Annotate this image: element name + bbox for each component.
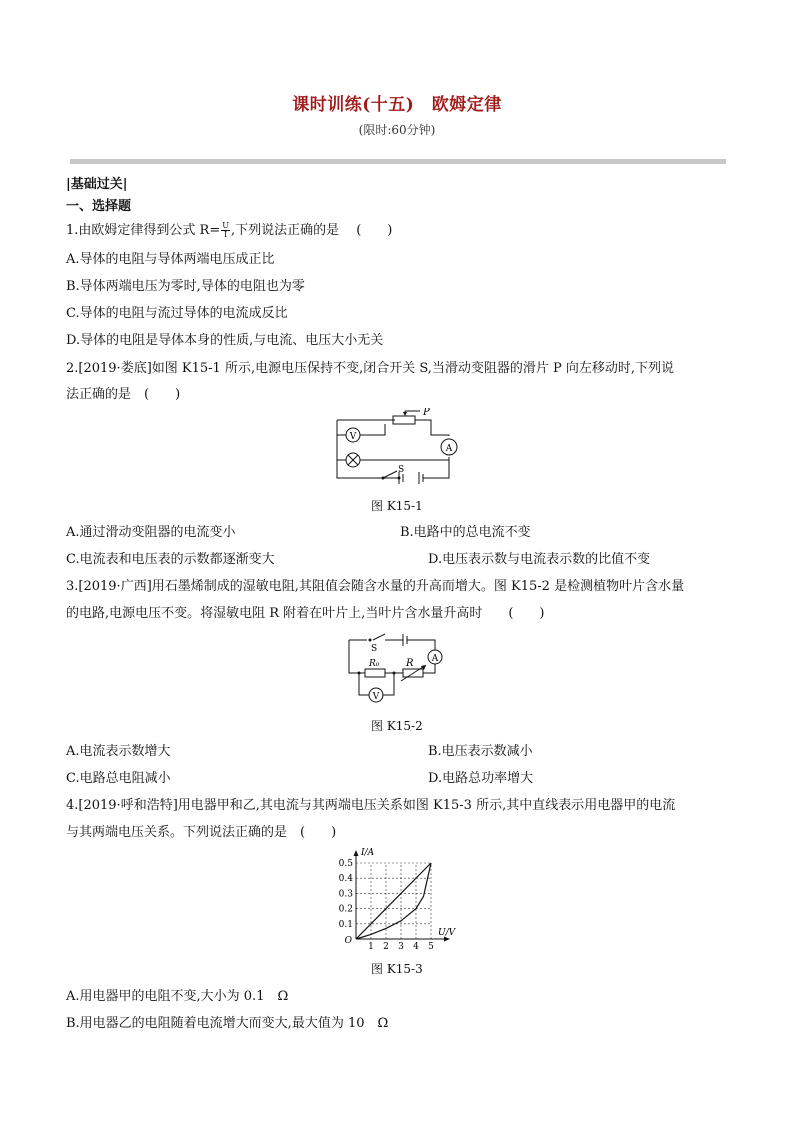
iu-chart-k15-3	[330, 846, 460, 950]
ammeter-label: A	[431, 654, 439, 664]
question-3-stem-line2: 的电路,电源电压不变。将湿敏电阻 R 附着在叶片上,当叶片含水量升高时 ( )	[66, 606, 545, 621]
question-3-option-a: A.电流表示数增大	[66, 744, 171, 759]
figure-caption-k15-2: 图 K15-2	[371, 719, 423, 733]
question-1-stem-tail: ,下列说法正确的是 ( )	[230, 223, 393, 238]
y-tick-label: 0.2	[338, 904, 353, 915]
switch-label-s: S	[398, 465, 405, 475]
circuit-diagram-k15-2	[343, 628, 448, 708]
header-divider	[70, 159, 726, 164]
voltmeter-label: V	[372, 692, 380, 702]
origin-label: O	[344, 936, 352, 946]
question-4-stem-line2: 与其两端电压关系。下列说法正确的是 ( )	[66, 825, 337, 840]
figure-caption-k15-3: 图 K15-3	[371, 962, 423, 976]
question-1-option-c: C.导体的电阻与流过导体的电流成反比	[66, 306, 288, 321]
page-title: 课时训练(十五) 欧姆定律	[292, 95, 502, 115]
x-axis-label: U/V	[438, 928, 456, 938]
question-3-option-d: D.电路总功率增大	[428, 771, 534, 786]
question-4-stem-line1: 4.[2019·呼和浩特]用电器甲和乙,其电流与其两端电压关系如图 K15-3 所示,其中直线表示用电器甲的电流	[66, 798, 676, 813]
question-1-option-b: B.导体两端电压为零时,导体的电阻也为零	[66, 279, 305, 294]
question-4-option-a: A.用电器甲的电阻不变,大小为 0.1 Ω	[66, 989, 289, 1004]
question-4-option-b: B.用电器乙的电阻随着电流增大而变大,最大值为 10 Ω	[66, 1016, 389, 1031]
question-2-option-a: A.通过滑动变阻器的电流变小	[66, 525, 236, 540]
resistor-label-r: R	[406, 658, 414, 669]
x-tick-label: 2	[383, 942, 389, 950]
resistor-label-r0: R₀	[369, 659, 380, 669]
y-tick-label: 0.5	[338, 859, 353, 869]
x-tick-label: 3	[398, 942, 404, 950]
section-heading: |基础过关|	[66, 177, 128, 192]
circuit-diagram-k15-1	[325, 408, 465, 494]
y-axis-label: I/A	[361, 848, 375, 858]
y-tick-label: 0.4	[338, 874, 353, 885]
question-2-stem-line2: 法正确的是 ( )	[66, 387, 181, 402]
question-3-option-c: C.电路总电阻减小	[66, 771, 171, 786]
time-limit: (限时:60分钟)	[358, 123, 436, 137]
switch-contact	[369, 639, 372, 642]
slider-arrowhead	[403, 412, 407, 416]
figure-caption-k15-1: 图 K15-1	[371, 499, 423, 513]
y-axis-arrow	[354, 850, 359, 856]
question-1-stem-text: 1.由欧姆定律得到公式 R=	[66, 223, 221, 238]
ammeter-label: A	[445, 444, 453, 454]
question-2-option-b: B.电路中的总电流不变	[400, 525, 531, 540]
question-1-stem	[66, 222, 392, 240]
series-line-1	[356, 863, 431, 939]
x-tick-label: 5	[428, 942, 434, 950]
question-2-option-d: D.电压表示数与电流表示数的比值不变	[428, 552, 651, 567]
formula-fraction	[221, 222, 230, 239]
x-tick-label: 4	[413, 942, 419, 950]
chart-series	[356, 863, 431, 939]
question-1-option-a: A.导体的电阻与导体两端电压成正比	[66, 252, 275, 267]
section-subheading: 一、选择题	[66, 199, 132, 214]
y-tick-label: 0.1	[338, 919, 353, 930]
chart-axes	[354, 850, 451, 942]
slider-label-p: P	[423, 408, 430, 418]
x-tick-label: 1	[368, 942, 374, 950]
y-tick-label: 0.3	[338, 889, 353, 900]
switch-label-s: S	[371, 644, 378, 654]
question-2-option-c: C.电流表和电压表的示数都逐渐变大	[66, 552, 275, 567]
formula-denominator: I	[224, 230, 228, 239]
question-1-option-d: D.导体的电阻是导体本身的性质,与电流、电压大小无关	[66, 333, 384, 348]
voltmeter-label: V	[349, 432, 357, 442]
formula-numerator: U	[222, 221, 229, 230]
question-3-stem-line1: 3.[2019·广西]用石墨烯制成的湿敏电阻,其阻值会随含水量的升高而增大。图 K15-2 是检测植物叶片含水量	[66, 579, 685, 594]
question-3-option-b: B.电压表示数减小	[428, 744, 533, 759]
question-2-stem-line1: 2.[2019·娄底]如图 K15-1 所示,电源电压保持不变,闭合开关 S,当滑动变阻器的滑片 P 向左移动时,下列说	[66, 361, 675, 376]
